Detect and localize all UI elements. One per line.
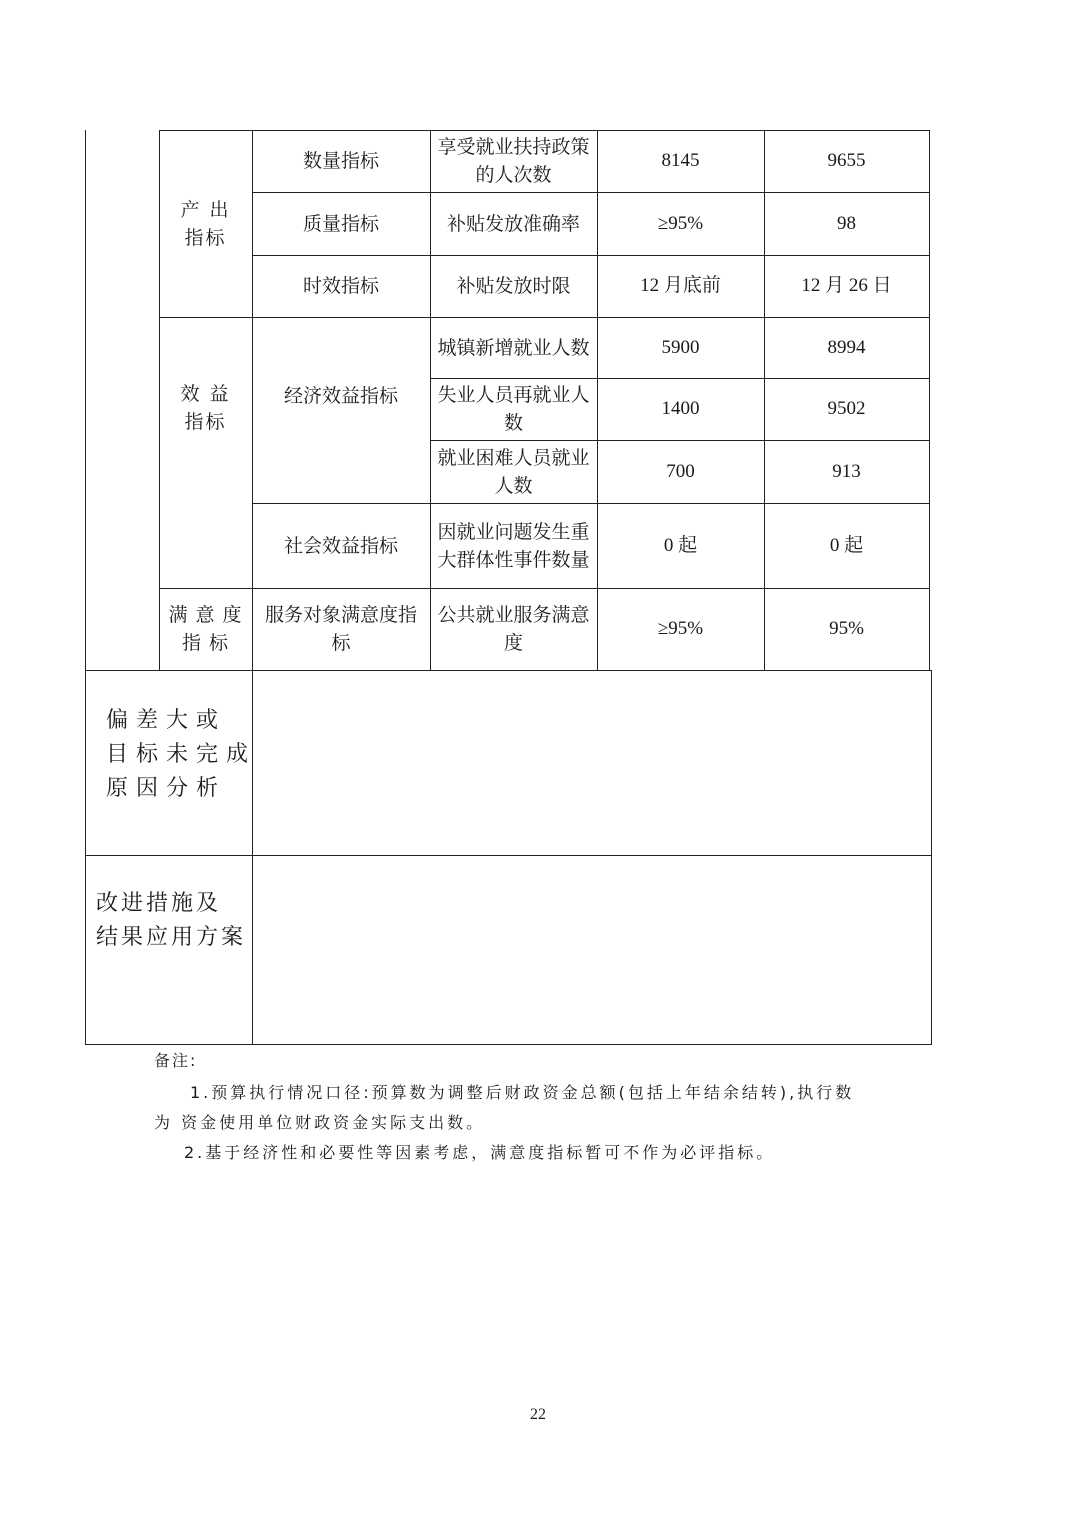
category-output: 产 出 指标	[180, 198, 231, 249]
item-cell: 就业困难人员就业人数	[437, 446, 590, 497]
indicator-satisfaction: 服务对象满意度指标	[264, 604, 417, 654]
actual-value: 8994	[827, 336, 866, 358]
actual-value: 98	[837, 212, 856, 234]
indicator-timeliness: 时效指标	[302, 275, 379, 297]
item-cell: 失业人员再就业人数	[437, 384, 590, 434]
indicator-social: 社会效益指标	[283, 534, 398, 557]
actual-value: 12 月 26 日	[801, 275, 892, 296]
actual-value: 95%	[829, 618, 864, 639]
grid-line	[85, 130, 86, 1045]
improvement-label: 改进措施及 结果应用方案	[96, 891, 247, 950]
target-value: 700	[666, 460, 695, 482]
grid-line	[85, 1044, 932, 1045]
item-cell: 补贴发放时限	[456, 275, 571, 297]
target-value: 8145	[661, 150, 700, 171]
item-cell: 城镇新增就业人数	[437, 336, 590, 359]
target-value: 1400	[661, 398, 700, 419]
target-value: 5900	[661, 336, 700, 358]
target-value: ≥95%	[657, 618, 704, 639]
actual-value: 0 起	[829, 534, 864, 556]
page-number: 22	[530, 1406, 546, 1423]
actual-value: 9502	[827, 398, 866, 419]
item-cell: 享受就业扶持政策的人次数	[437, 136, 590, 186]
category-benefit: 效 益 指标	[180, 382, 231, 433]
grid-line	[929, 130, 930, 670]
note-line-1-cont: 为 资金使用单位财政资金实际支出数。	[154, 1113, 486, 1132]
category-satisfaction: 满 意 度 指 标	[168, 604, 243, 654]
grid-line	[931, 670, 932, 1045]
note-line-1: 1.预算执行情况口径:预算数为调整后财政资金总额(包括上年结余结转),执行数	[190, 1083, 855, 1102]
notes-title: 备注:	[154, 1051, 198, 1070]
item-cell: 公共就业服务满意度	[437, 604, 590, 654]
item-cell: 因就业问题发生重大群体性事件数量	[437, 520, 590, 571]
deviation-content[interactable]	[253, 671, 931, 855]
target-value: 12 月底前	[640, 275, 721, 296]
actual-value: 9655	[827, 150, 866, 171]
indicator-economic: 经济效益指标	[283, 385, 398, 407]
improvement-content[interactable]	[253, 856, 931, 1044]
note-line-2: 2.基于经济性和必要性等因素考虑，满意度指标暂可不作为必评指标。	[184, 1143, 776, 1162]
indicator-quality: 质量指标	[302, 212, 379, 235]
target-value: 0 起	[663, 534, 698, 556]
indicator-quantity: 数量指标	[302, 150, 379, 172]
item-cell: 补贴发放准确率	[446, 212, 580, 235]
target-value: ≥95%	[657, 212, 704, 234]
deviation-label: 偏差大或 目标未完成 原因分析	[106, 708, 257, 801]
actual-value: 913	[832, 460, 861, 482]
